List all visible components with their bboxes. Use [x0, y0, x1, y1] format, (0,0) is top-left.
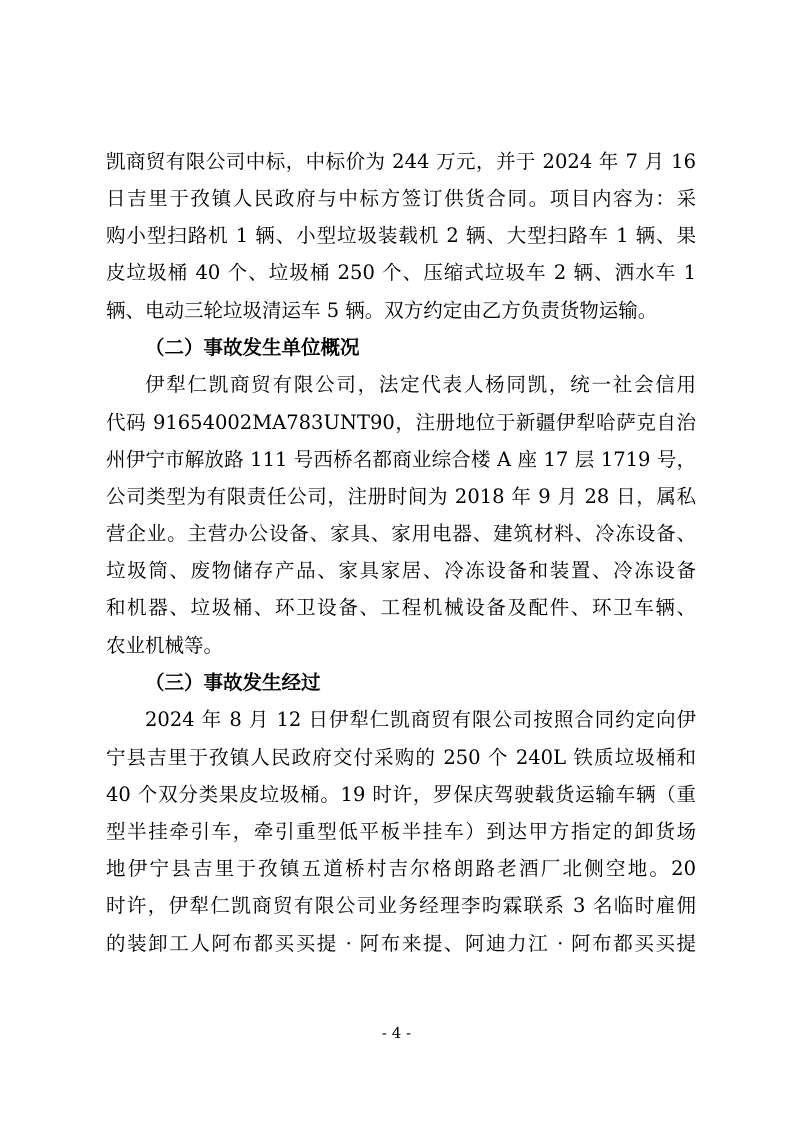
paragraph-line: 辆、电动三轮垃圾清运车 5 辆。双方约定由乙方负责货物运输。	[106, 299, 658, 322]
paragraph-line: 地伊宁县吉里于孜镇五道桥村吉尔格朗路老酒厂北侧空地。20	[106, 857, 696, 880]
paragraph-line: 的装卸工人阿布都买买提 · 阿布来提、阿迪力江 · 阿布都买买提	[106, 932, 696, 955]
paragraph-line: 日吉里于孜镇人民政府与中标方签订供货合同。项目内容为：采	[106, 187, 696, 210]
section-heading: （二）事故发生单位概况	[145, 336, 360, 359]
paragraph-line: 垃圾筒、废物储存产品、家具家居、冷冻设备和装置、冷冻设备	[106, 559, 696, 582]
paragraph-line: 州伊宁市解放路 111 号西桥名都商业综合楼 A 座 17 层 1719 号，	[106, 448, 696, 471]
paragraph-line: 购小型扫路机 1 辆、小型垃圾装载机 2 辆、大型扫路车 1 辆、果	[106, 224, 696, 247]
paragraph-line: 公司类型为有限责任公司，注册时间为 2018 年 9 月 28 日，属私	[106, 485, 696, 508]
section-heading: （三）事故发生经过	[145, 671, 321, 694]
paragraph-line: 代码 91654002MA783UNT90，注册地位于新疆伊犁哈萨克自治	[106, 411, 696, 434]
paragraph-line: 宁县吉里于孜镇人民政府交付采购的 250 个 240L 铁质垃圾桶和	[106, 746, 696, 769]
paragraph-line: 时许，伊犁仁凯商贸有限公司业务经理李昀霖联系 3 名临时雇佣	[106, 894, 696, 917]
paragraph-line: 型半挂牵引车，牵引重型低平板半挂车）到达甲方指定的卸货场	[106, 820, 696, 843]
paragraph-line: 和机器、垃圾桶、环卫设备、工程机械设备及配件、环卫车辆、	[106, 596, 696, 619]
page-number: - 4 -	[381, 1024, 412, 1042]
paragraph-line: 2024 年 8 月 12 日伊犁仁凯商贸有限公司按照合同约定向伊	[145, 708, 696, 731]
paragraph-line: 农业机械等。	[106, 634, 224, 657]
paragraph-line: 凯商贸有限公司中标，中标价为 244 万元，并于 2024 年 7 月 16	[106, 150, 696, 173]
paragraph-line: 伊犁仁凯商贸有限公司，法定代表人杨同凯，统一社会信用	[145, 373, 696, 396]
paragraph-line: 皮垃圾桶 40 个、垃圾桶 250 个、压缩式垃圾车 2 辆、洒水车 1	[106, 261, 696, 284]
paragraph-line: 40 个双分类果皮垃圾桶。19 时许，罗保庆驾驶载货运输车辆（重	[106, 783, 696, 806]
paragraph-line: 营企业。主营办公设备、家具、家用电器、建筑材料、冷冻设备、	[106, 522, 696, 545]
